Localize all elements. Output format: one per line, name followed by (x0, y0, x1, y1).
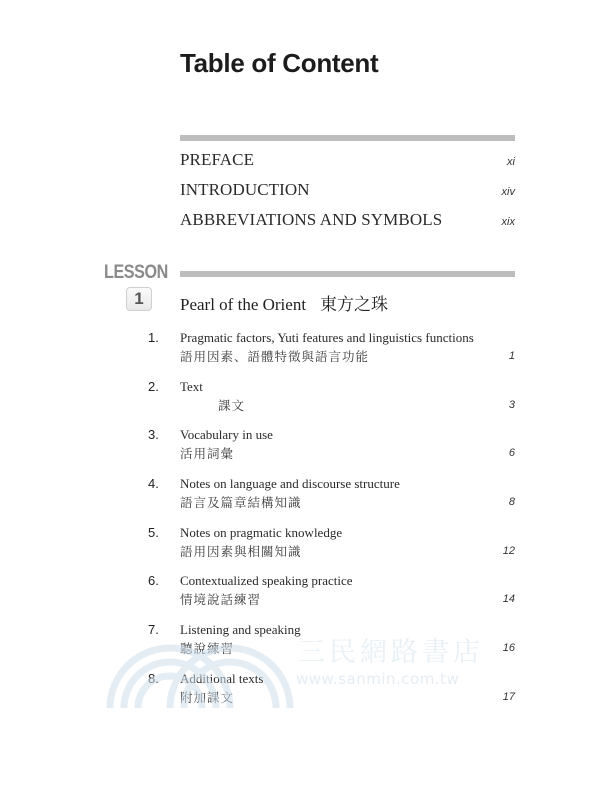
front-matter-list (180, 150, 515, 240)
item-title-chinese: 活用詞彙 (180, 447, 235, 462)
item-page-number: 8 (508, 496, 515, 509)
item-title-chinese: 課文 (218, 398, 246, 413)
item-number: 5. (148, 524, 159, 540)
item-number: 1. (148, 330, 159, 345)
page-title: Table of Content (180, 48, 379, 78)
item-title-chinese: 情境說話練習 (180, 593, 262, 608)
item-page-number: 12 (502, 544, 515, 557)
lesson-item[interactable] (148, 671, 515, 720)
item-title-english: Listening and speaking (180, 622, 301, 638)
lesson-title-chinese: 東方之珠 (320, 295, 389, 314)
toc-entry-preface[interactable] (180, 150, 515, 180)
section-divider-lesson (180, 271, 515, 277)
item-title-chinese: 聽說練習 (180, 642, 235, 657)
item-number: 2. (148, 378, 159, 394)
lesson-number-badge: 1 (126, 287, 152, 311)
item-number: 6. (148, 573, 159, 589)
item-number: 3. (148, 427, 159, 443)
item-page-number: 6 (508, 447, 515, 460)
item-title-english: Text (180, 378, 203, 394)
toc-entry-abbreviations[interactable] (180, 210, 515, 240)
toc-entry-introduction[interactable] (180, 180, 515, 210)
toc-entry-label: ABBREVIATIONS AND SYMBOLS (180, 210, 443, 229)
item-page-number: 1 (508, 350, 515, 362)
toc-page-number: xi (507, 156, 515, 168)
section-divider-front (180, 135, 515, 141)
lesson-title[interactable] (180, 290, 388, 315)
item-number: 8. (148, 670, 159, 686)
lesson-item[interactable] (148, 476, 515, 525)
lesson-contents-list (148, 330, 515, 720)
toc-entry-label: PREFACE (180, 150, 255, 169)
item-title-chinese: 語用因素、語體特徵與語言功能 (180, 350, 370, 364)
item-number: 7. (148, 622, 159, 638)
item-page-number: 16 (502, 642, 515, 655)
item-title-chinese: 語言及篇章結構知識 (180, 496, 302, 511)
watermark-url: www.sanmin.com.tw (296, 670, 460, 688)
watermark-store-name: 三民網路書店 (298, 637, 484, 668)
item-title-english: Notes on pragmatic knowledge (180, 524, 343, 540)
toc-page-number: xiv (501, 186, 515, 198)
lesson-item[interactable] (148, 379, 515, 428)
item-title-chinese: 語用因素與相關知識 (180, 544, 302, 559)
lesson-title-english: Pearl of the Orient (180, 295, 307, 314)
item-title-english: Pragmatic factors, Yuti features and linguistics functions (180, 330, 474, 345)
item-number: 4. (148, 476, 159, 492)
lesson-item[interactable] (148, 622, 515, 671)
item-title-english: Additional texts (180, 670, 264, 686)
item-page-number: 17 (502, 690, 515, 703)
toc-page-number: xix (501, 216, 515, 228)
item-title-english: Notes on language and discourse structure (180, 476, 400, 492)
toc-entry-label: INTRODUCTION (180, 180, 310, 199)
item-page-number: 14 (502, 593, 515, 606)
item-title-english: Vocabulary in use (180, 427, 273, 443)
item-title-english: Contextualized speaking practice (180, 573, 353, 589)
item-title-chinese: 附加課文 (180, 690, 235, 705)
lesson-item[interactable] (148, 525, 515, 574)
lesson-heading: LESSON (104, 262, 168, 283)
lesson-item[interactable] (148, 330, 515, 379)
item-page-number: 3 (508, 398, 515, 411)
lesson-item[interactable] (148, 427, 515, 476)
lesson-item[interactable] (148, 573, 515, 622)
